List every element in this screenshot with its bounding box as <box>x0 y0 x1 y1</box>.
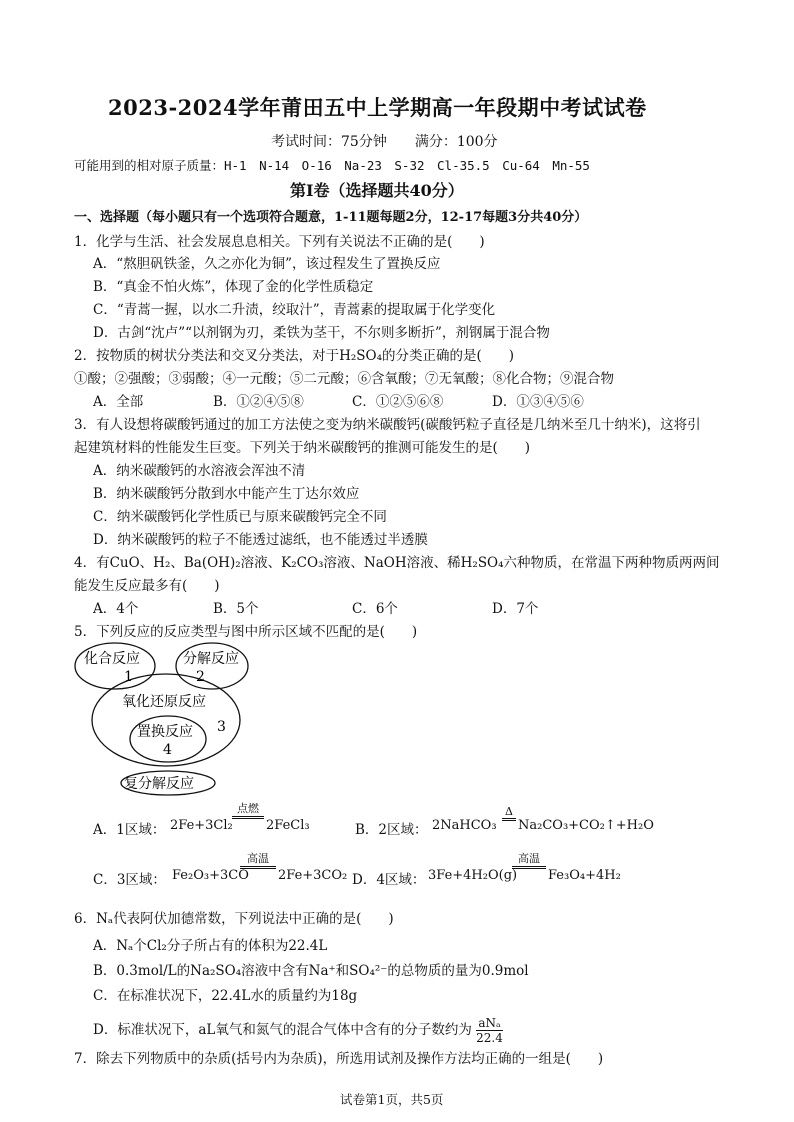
q5-option-d-products: Fe₃O₄+4H₂ <box>548 868 621 883</box>
q4-option-c: C．6个 <box>352 601 398 617</box>
q4-stem-line1: 4．有CuO、H₂、Ba(OH)₂溶液、K₂CO₃溶液、NaOH溶液、稀H₂SO₄六种物质，在常温下两种物质两两间 <box>74 555 720 571</box>
q6-option-b: B．0.3mol/L的Na₂SO₄溶液中含有Na⁺和SO₄²⁻的总物质的量为0.9mol <box>93 963 529 979</box>
q5-option-d-condition: 高温 <box>512 852 546 869</box>
double-decomposition-label: 复分解反应 <box>124 776 194 792</box>
q6-option-d <box>93 1016 503 1045</box>
combination-label: 化合反应 <box>84 651 140 667</box>
q5-option-c-condition: 高温 <box>240 852 276 869</box>
region-4-label: 4 <box>163 742 172 758</box>
q5-option-b-reactants: 2NaHCO₃ <box>432 818 497 833</box>
q4-option-d: D．7个 <box>492 601 539 617</box>
q5-stem: 5．下列反应的反应类型与图中所示区域不匹配的是( ) <box>74 624 418 640</box>
q3-option-c: C．纳米碳酸钙化学性质已与原来碳酸钙完全不同 <box>93 509 387 525</box>
q5-option-c-reactants: Fe₂O₃+3CO <box>172 868 249 883</box>
q5-option-a-reactants: 2Fe+3Cl₂ <box>170 818 233 833</box>
page-footer: 试卷第1页，共5页 <box>340 1092 444 1107</box>
q4-option-a: A．4个 <box>93 601 139 617</box>
redox-label: 氧化还原反应 <box>122 694 206 710</box>
part-title: 第Ⅰ卷（选择题共40分） <box>290 181 464 200</box>
section-heading: 一、选择题（每小题只有一个选项符合题意，1-11题每题2分，12-17每题3分共40分） <box>74 210 588 225</box>
q2-option-c: C．①②⑤⑥⑧ <box>352 394 444 410</box>
q5-option-a-condition: 点燃 <box>232 802 264 819</box>
q5-option-b-products: Na₂CO₃+CO₂↑+H₂O <box>518 818 654 833</box>
q3-option-d: D．纳米碳酸钙的粒子不能透过滤纸，也不能透过半透膜 <box>93 532 428 548</box>
q5-option-a-products: 2FeCl₃ <box>266 818 310 833</box>
q5-option-c-products: 2Fe+3CO₂ <box>278 868 348 883</box>
q4-stem-line2: 能发生反应最多有( ) <box>74 578 220 594</box>
q6-stem: 6．Nₐ代表阿伏加德常数，下列说法中正确的是( ) <box>74 911 394 927</box>
region-1-label: 1 <box>124 669 133 685</box>
reaction-type-diagram <box>72 640 262 798</box>
q5-option-c-label: C．3区域： <box>93 872 166 888</box>
q6-option-a: A．Nₐ个Cl₂分子所占有的体积为22.4L <box>93 938 328 954</box>
q5-option-a-label: A．1区域： <box>93 822 166 838</box>
q6-option-d-text: D．标准状况下，aL氧气和氮气的混合气体中含有的分子数约为 <box>93 1022 472 1038</box>
decomposition-label: 分解反应 <box>183 651 239 667</box>
q1-option-b: B．“真金不怕火炼”，体现了金的化学性质稳定 <box>93 279 374 295</box>
q1-option-d: D．古剑“沈卢”“以剂钢为刃，柔铁为茎干，不尔则多断折”，剂钢属于混合物 <box>93 325 550 341</box>
region-3-label: 3 <box>217 719 226 735</box>
q2-option-b: B．①②④⑤⑧ <box>213 394 304 410</box>
q1-option-c: C．“青蒿一握，以水二升渍，绞取汁”，青蒿素的提取属于化学变化 <box>93 302 496 318</box>
q2-option-d: D．①③④⑤⑥ <box>492 394 584 410</box>
exam-time-info: 考试时间：75分钟 满分：100分 <box>271 134 498 150</box>
region-2-label: 2 <box>196 669 205 685</box>
q3-stem-line2: 起建筑材料的性能发生巨变。下列关于纳米碳酸钙的推测可能发生的是( ) <box>74 440 531 456</box>
q2-option-a: A．全部 <box>93 394 144 410</box>
q6-option-c: C．在标准状况下，22.4L水的质量约为18g <box>93 988 358 1004</box>
q3-stem-line1: 3．有人设想将碳酸钙通过的加工方法使之变为纳米碳酸钙(碳酸钙粒子直径是几纳米至几十纳米)，这将引 <box>74 417 701 433</box>
q6-option-d-numerator: aNₐ <box>476 1016 503 1031</box>
q7-stem: 7．除去下列物质中的杂质(括号内为杂质)，所选用试剂及操作方法均正确的一组是( ) <box>74 1051 604 1067</box>
q3-option-a: A．纳米碳酸钙的水溶液会浑浊不清 <box>93 463 306 479</box>
q6-option-d-fraction <box>476 1016 503 1045</box>
q1-stem: 1．化学与生活、社会发展息息相关。下列有关说法不正确的是( ) <box>74 234 485 250</box>
q4-option-b: B．5个 <box>213 601 259 617</box>
q2-stem: 2．按物质的树状分类法和交叉分类法，对于H₂SO₄的分类正确的是( ) <box>74 348 515 364</box>
q3-option-b: B．纳米碳酸钙分散到水中能产生丁达尔效应 <box>93 486 360 502</box>
atomic-masses: 可能用到的相对原子质量：H-1 N-14 O-16 Na-23 S-32 Cl-35.5 Cu-64 Mn-55 <box>74 158 590 173</box>
q2-classification-list: ①酸；②强酸；③弱酸；④一元酸；⑤二元酸；⑥含氧酸；⑦无氧酸；⑧化合物；⑨混合物 <box>74 371 614 387</box>
q5-option-b-condition: Δ <box>502 806 516 821</box>
displacement-label: 置换反应 <box>137 724 193 740</box>
q1-option-a: A．“熬胆矾铁釜，久之亦化为铜”，该过程发生了置换反应 <box>93 256 441 272</box>
exam-title: 2023-2024学年莆田五中上学期高一年段期中考试试卷 <box>108 95 647 120</box>
q5-option-d-label: D．4区域： <box>352 872 426 888</box>
q6-option-d-denominator: 22.4 <box>476 1031 503 1045</box>
q5-option-b-label: B．2区域： <box>355 822 428 838</box>
q5-option-d-reactants: 3Fe+4H₂O(g) <box>428 868 518 883</box>
